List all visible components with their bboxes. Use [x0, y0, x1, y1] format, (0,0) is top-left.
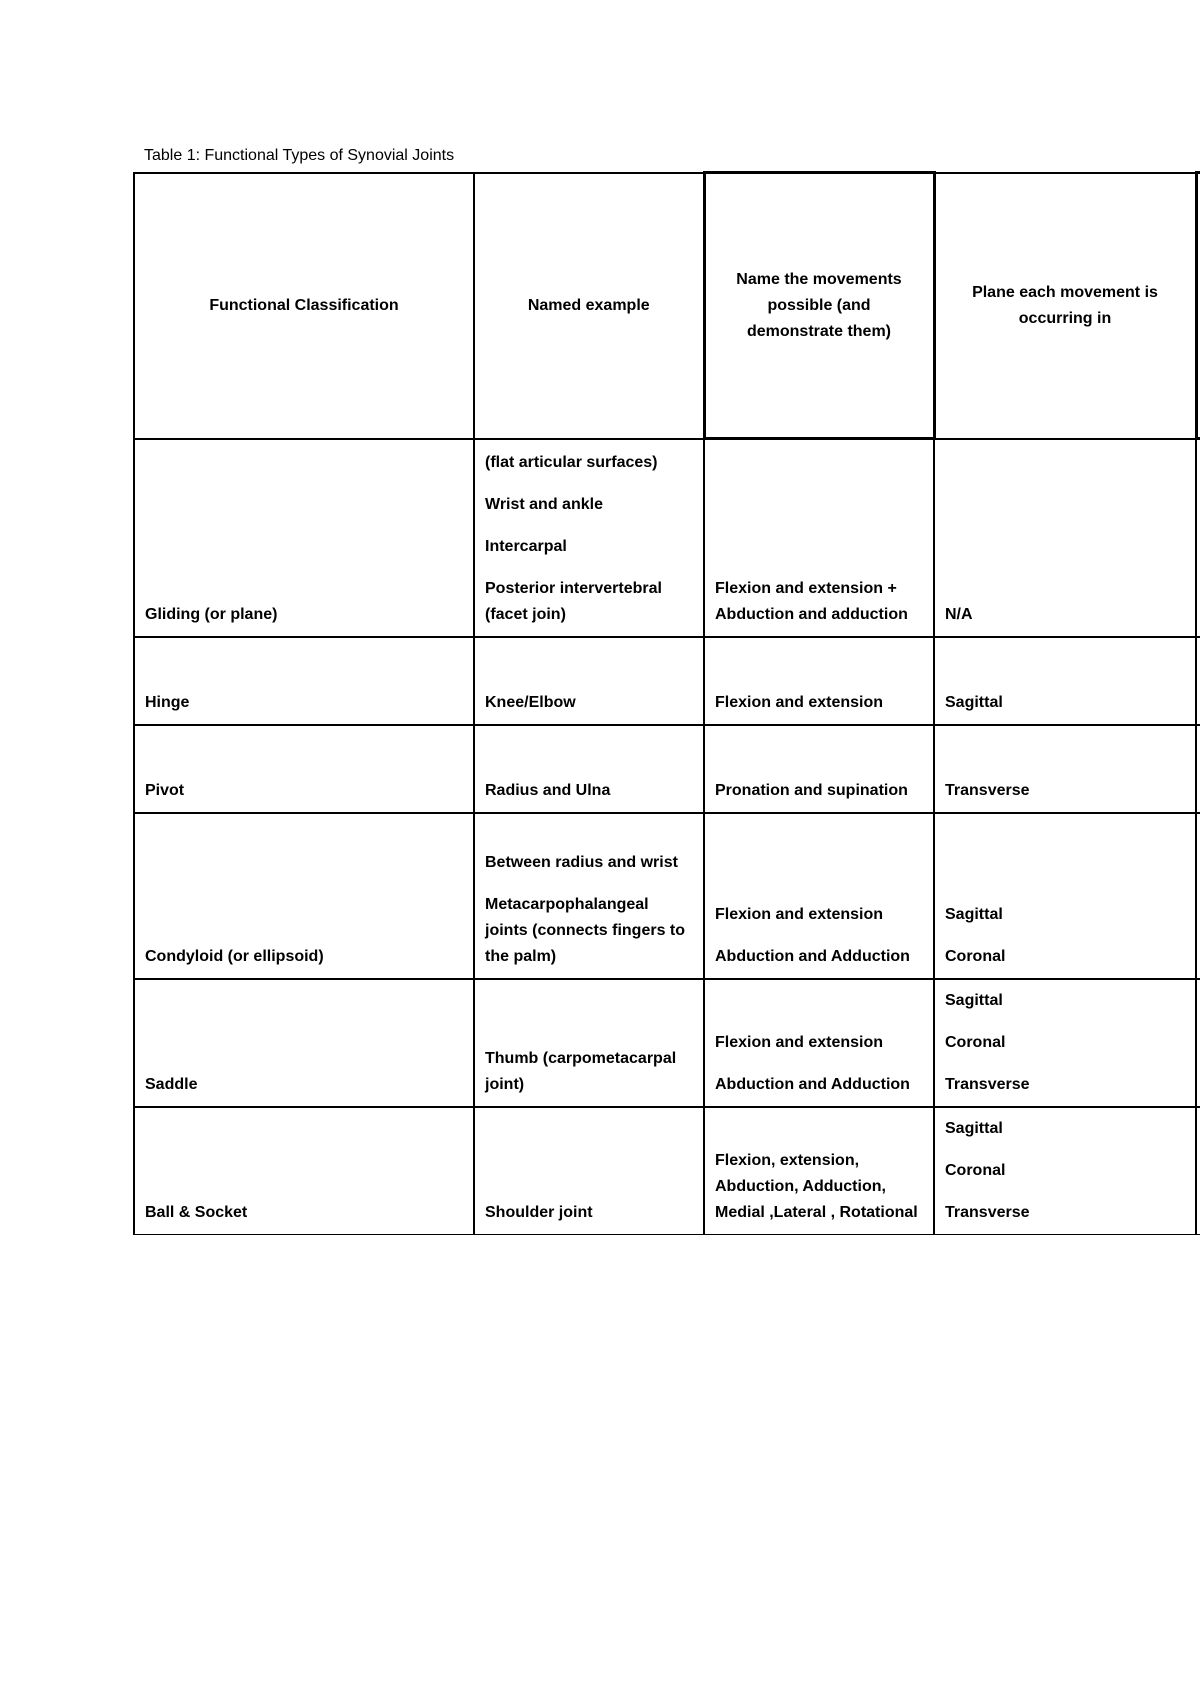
cell-classification: Ball & Socket	[134, 1107, 474, 1235]
cell-movements	[704, 725, 934, 813]
cell-line: Transverse	[945, 781, 1030, 799]
cell-example	[474, 637, 704, 725]
cell-plane	[934, 813, 1196, 979]
joints-table-wrapper	[133, 171, 1200, 1235]
cell-example	[474, 439, 704, 637]
header-plane: Plane each movement is occurring in	[934, 173, 1196, 439]
cell-line: Knee/Elbow	[485, 693, 576, 711]
cell-extra	[1196, 725, 1200, 813]
cell-line: Radius and Ulna	[485, 781, 611, 799]
cell-plane	[934, 725, 1196, 813]
cell-plane	[934, 1107, 1196, 1235]
cell-line: Coronal	[945, 1033, 1006, 1051]
cell-line: Transverse	[945, 1203, 1030, 1221]
cell-line: Between radius and wrist	[485, 853, 678, 871]
cell-extra	[1196, 979, 1200, 1107]
cell-line: Thumb (carpometacarpal joint)	[485, 1049, 677, 1093]
cell-line: Flexion and extension	[715, 1033, 884, 1051]
cell-movements	[704, 979, 934, 1107]
cell-line: Coronal	[945, 947, 1006, 965]
cell-classification: Condyloid (or ellipsoid)	[134, 813, 474, 979]
cell-line: Posterior intervertebral (facet join)	[485, 579, 662, 623]
cell-classification: Gliding (or plane)	[134, 439, 474, 637]
table-row	[134, 637, 1200, 725]
cell-extra	[1196, 637, 1200, 725]
cell-movements	[704, 439, 934, 637]
cell-line: Transverse	[945, 1075, 1030, 1093]
cell-line: Abduction and Adduction	[715, 1075, 910, 1093]
cell-line: Wrist and ankle	[485, 495, 603, 513]
cell-line: Pronation and supination	[715, 781, 908, 799]
cell-line: (flat articular surfaces)	[485, 453, 658, 471]
cell-example	[474, 979, 704, 1107]
cell-movements	[704, 1107, 934, 1235]
header-example: Named example	[474, 173, 704, 439]
cell-line: Shoulder joint	[485, 1203, 593, 1221]
table-row	[134, 813, 1200, 979]
cell-example	[474, 1107, 704, 1235]
cell-classification: Hinge	[134, 637, 474, 725]
cell-line: Intercarpal	[485, 537, 567, 555]
cell-plane	[934, 979, 1196, 1107]
cell-line: Coronal	[945, 1161, 1006, 1179]
cell-example	[474, 813, 704, 979]
cell-line: Sagittal	[945, 693, 1003, 711]
cell-line: Flexion and extension + Abduction and adduction	[715, 579, 908, 623]
cell-movements	[704, 813, 934, 979]
header-row	[134, 173, 1200, 439]
cell-line: N/A	[945, 605, 973, 623]
cell-line: Flexion, extension, Abduction, Adduction, Medial ,Lateral , Rotational	[715, 1151, 918, 1221]
table-row	[134, 439, 1200, 637]
cell-movements	[704, 637, 934, 725]
table-row	[134, 725, 1200, 813]
cell-line: Sagittal	[945, 905, 1003, 923]
synovial-joints-table	[133, 171, 1200, 1235]
cell-classification: Saddle	[134, 979, 474, 1107]
cell-line: Abduction and Adduction	[715, 947, 910, 965]
cell-extra	[1196, 439, 1200, 637]
cell-line: Flexion and extension	[715, 693, 884, 711]
cell-line: Sagittal	[945, 1119, 1003, 1137]
header-classification: Functional Classification	[134, 173, 474, 439]
table-caption: Table 1: Functional Types of Synovial Joints	[144, 147, 455, 164]
header-movements: Name the movements possible (and demonstrate them)	[704, 173, 934, 439]
table-row	[134, 1107, 1200, 1235]
cell-extra	[1196, 813, 1200, 979]
cell-line: Flexion and extension	[715, 905, 884, 923]
cell-example	[474, 725, 704, 813]
table-row	[134, 979, 1200, 1107]
cell-line: Metacarpophalangeal joints (connects fingers to the palm)	[485, 895, 686, 965]
cell-line: Sagittal	[945, 991, 1003, 1009]
cell-plane	[934, 637, 1196, 725]
cell-plane	[934, 439, 1196, 637]
cell-classification: Pivot	[134, 725, 474, 813]
cell-extra	[1196, 1107, 1200, 1235]
header-extra	[1196, 173, 1200, 439]
